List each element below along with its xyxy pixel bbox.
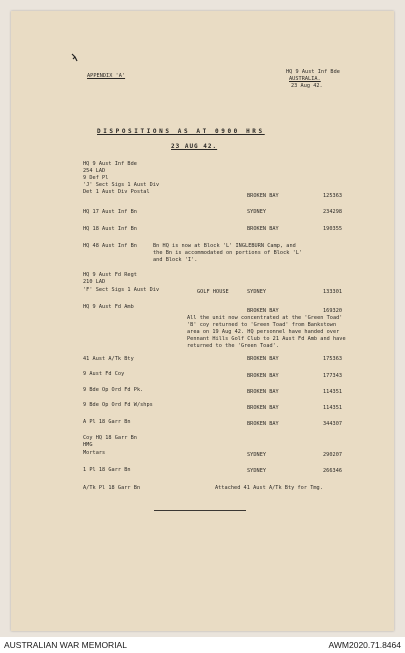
document-title: DISPOSITIONS AS AT 0900 HRS (97, 128, 265, 135)
staple-mark-icon (71, 53, 78, 62)
document-title-date: 23 AUG 42. (171, 143, 218, 150)
entry-label: 41 Aust A/Tk Bty (83, 356, 134, 362)
entry-label: 9 Bde Op Ord Fd Pk. (83, 387, 144, 393)
entry-label: HQ 17 Aust Inf Bn (83, 209, 137, 215)
entry-label: HQ 48 Aust Inf Bn (83, 243, 137, 249)
entry-location: BROKEN BAY (247, 356, 279, 362)
entry-note: Bn HQ is now at Block 'L' INGLEBURN Camp, and (153, 243, 296, 249)
entry-location: SYDNEY (247, 468, 267, 474)
entry-location: BROKEN BAY (247, 421, 279, 427)
entry-label: 9 Aust Fd Coy (83, 371, 125, 377)
unit-heading: HQ 9 Aust Inf Bde (286, 69, 340, 75)
entry-label: 9 Bde Op Ord Fd W/shps (83, 402, 153, 408)
entry-note: returned to the 'Green Toad'. (187, 343, 280, 349)
entry-note: and Block 'I'. (153, 257, 198, 263)
entry-reference: 234298 (323, 209, 343, 215)
entry-label: 'F' Sect Sigs 1 Aust Div (83, 287, 160, 293)
entry-label: 254 LAD (83, 168, 106, 174)
entry-label: HQ 9 Aust Inf Bde (83, 161, 137, 167)
entry-reference: 344307 (323, 421, 343, 427)
entry-label: HQ 18 Aust Inf Bn (83, 226, 137, 232)
entry-location: SYDNEY (247, 289, 267, 295)
entry-label: HQ 9 Aust Fd Regt (83, 272, 137, 278)
appendix-label: APPENDIX 'A' (87, 73, 126, 79)
entry-label: Mortars (83, 450, 106, 456)
entry-label: HMG (83, 442, 93, 448)
entry-note: the Bn is accommodated on portions of Block 'L' (153, 250, 303, 256)
entry-note: All the unit now concentrated at the 'Green Toad' (187, 315, 343, 321)
entry-reference: 190355 (323, 226, 343, 232)
entry-label: 1 Pl 18 Garr Bn (83, 467, 131, 473)
entry-reference: 177343 (323, 373, 343, 379)
entry-location: BROKEN BAY (247, 226, 279, 232)
footer-bar (0, 637, 405, 653)
entry-location: SYDNEY (247, 209, 267, 215)
entry-label: 9 Def Pl (83, 175, 109, 181)
entry-label: Det 1 Aust Div Postal (83, 189, 150, 195)
entry-location: BROKEN BAY (247, 193, 279, 199)
entry-label: 210 LAD (83, 279, 106, 285)
date-heading: 23 Aug 42. (291, 83, 323, 89)
entry-reference: 266346 (323, 468, 343, 474)
country-heading: AUSTRALIA. (289, 76, 321, 82)
document-page (11, 11, 394, 631)
closing-rule (154, 510, 246, 511)
entry-note: Pennant Hills Golf Club to 21 Aust Fd Amb and have (187, 336, 346, 342)
entry-location: SYDNEY (247, 452, 267, 458)
entry-reference: 114351 (323, 389, 343, 395)
entry-location: BROKEN BAY (247, 373, 279, 379)
entry-location: BROKEN BAY (247, 389, 279, 395)
entry-note: 'B' coy returned to 'Green Toad' from Bankstown (187, 322, 337, 328)
entry-label: A/Tk Pl 18 Garr Bn (83, 485, 141, 491)
entry-reference: 175363 (323, 356, 343, 362)
entry-reference: 133301 (323, 289, 343, 295)
entry-location: BROKEN BAY (247, 308, 279, 314)
entry-location: BROKEN BAY (247, 405, 279, 411)
entry-label: Coy HQ 18 Garr Bn (83, 435, 137, 441)
entry-note: Attached 41 Aust A/Tk Bty for Tmg. (215, 485, 323, 491)
footer-source: AUSTRALIAN WAR MEMORIAL (4, 640, 127, 650)
entry-label: 'J' Sect Sigs 1 Aust Div (83, 182, 160, 188)
entry-note: area on 19 Aug 42. HQ personnel have handed over (187, 329, 340, 335)
entry-label: HQ 9 Aust Fd Amb (83, 304, 134, 310)
entry-reference: 290207 (323, 452, 343, 458)
entry-label: A Pl 18 Garr Bn (83, 419, 131, 425)
entry-reference: 169320 (323, 308, 343, 314)
entry-reference: 114351 (323, 405, 343, 411)
entry-reference: 125363 (323, 193, 343, 199)
footer-accession: AWM2020.71.8464 (328, 640, 401, 650)
entry-extra: GOLF HOUSE (197, 289, 229, 295)
